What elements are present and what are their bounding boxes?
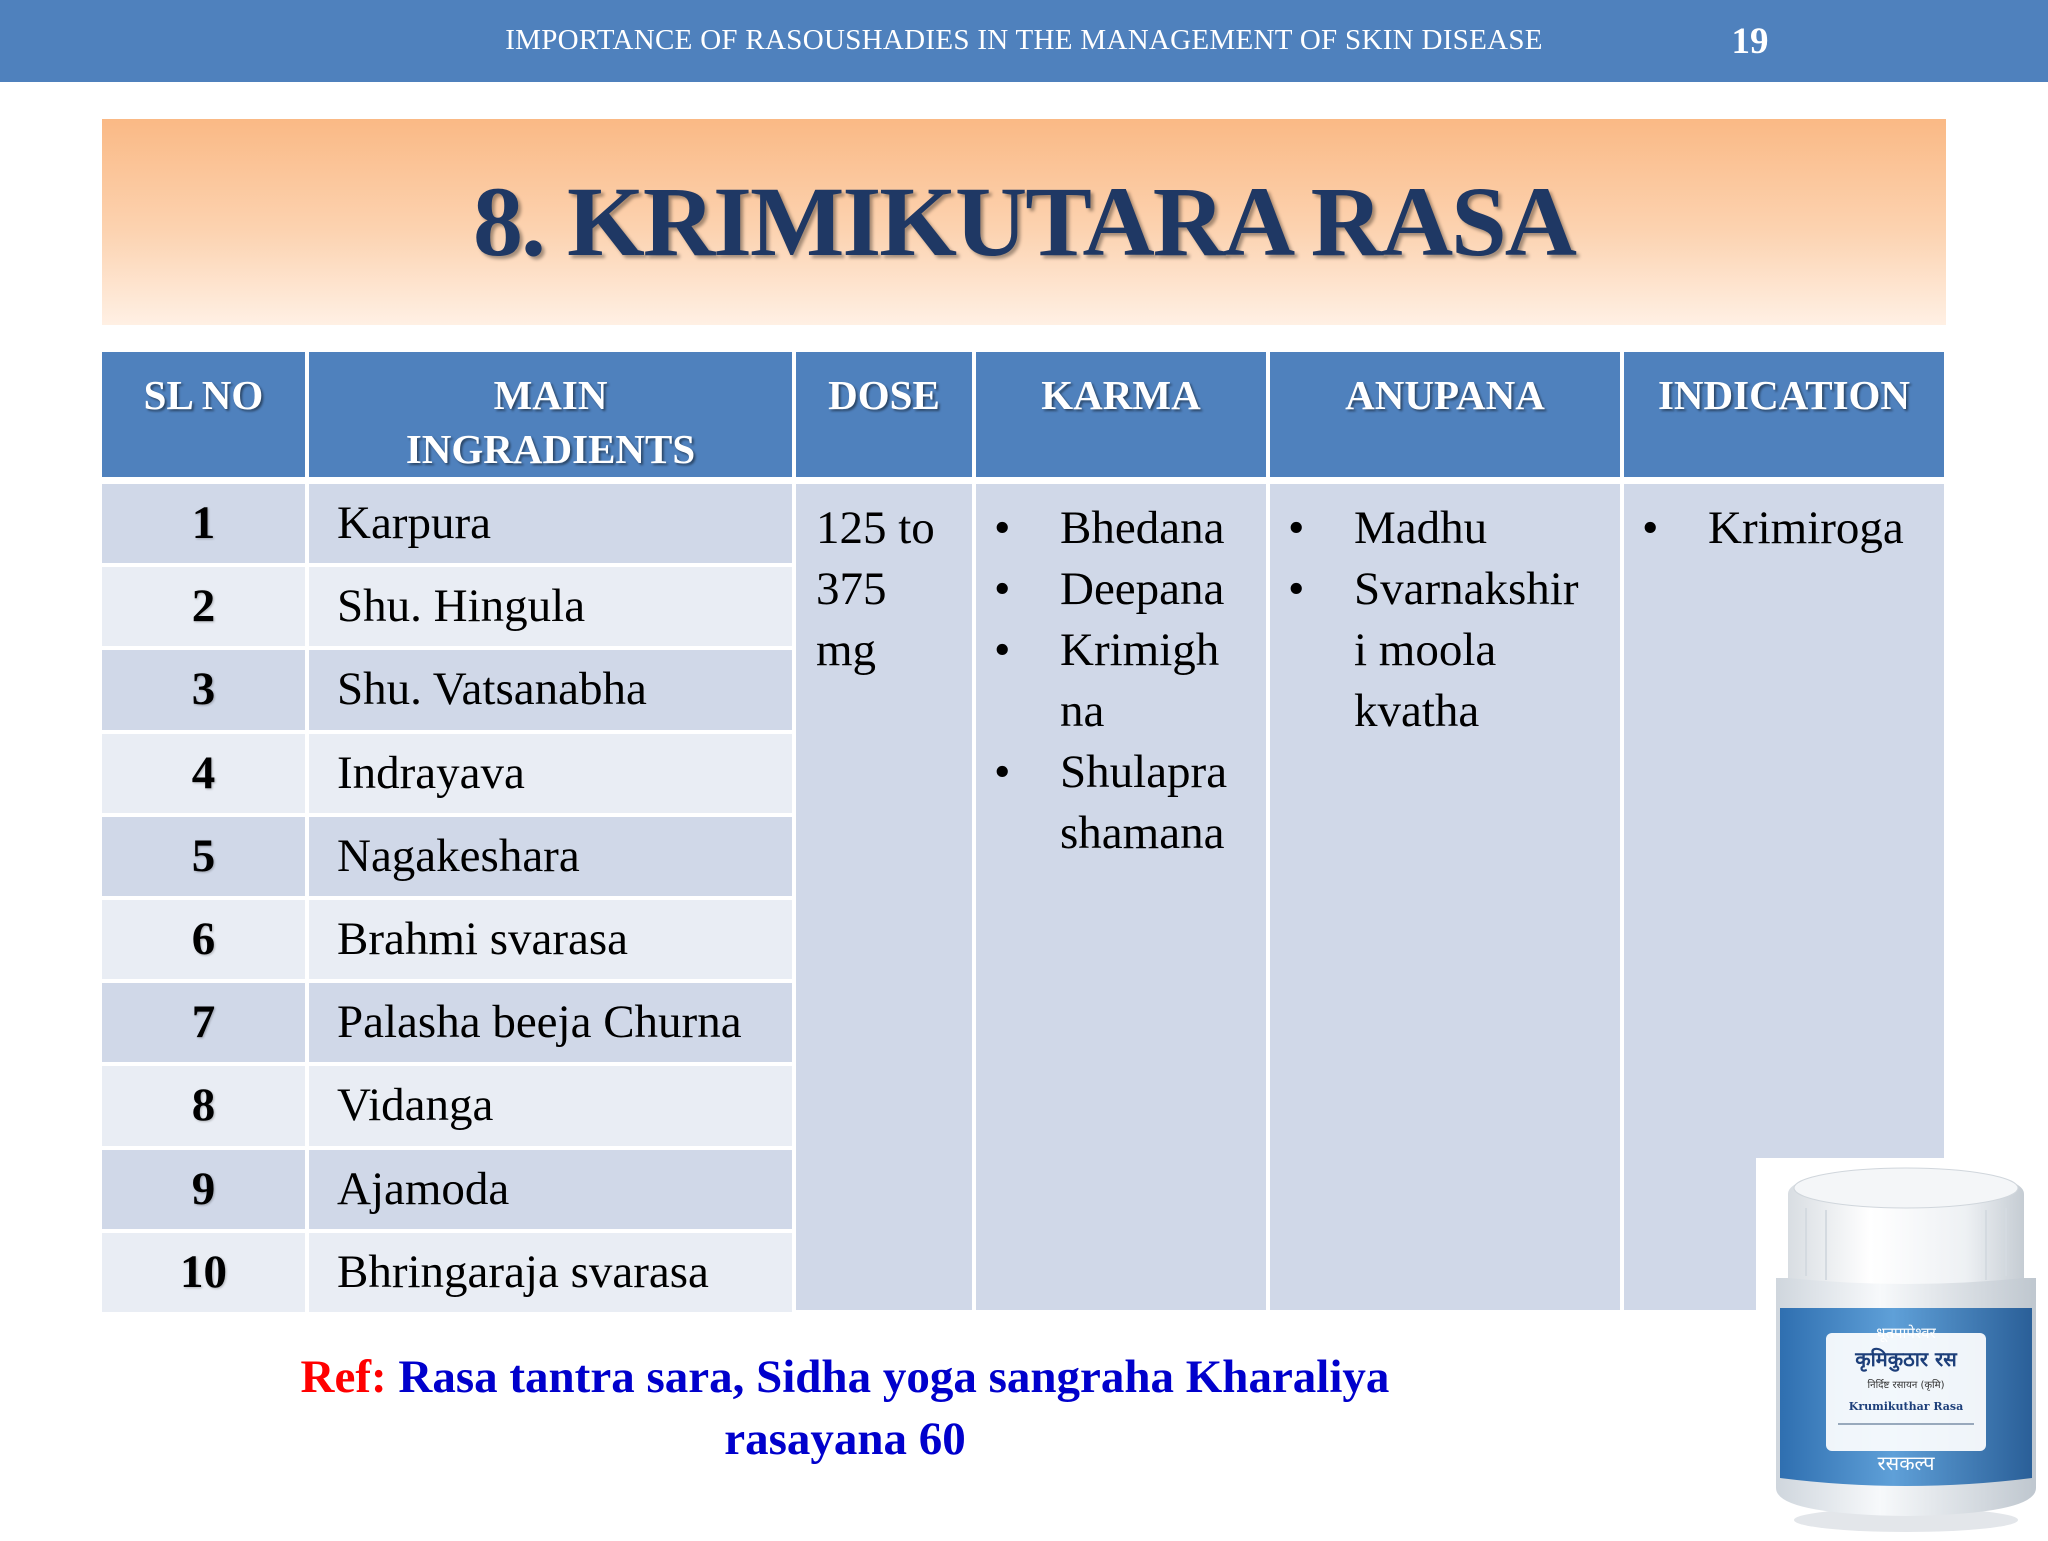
- reference-line-2: rasayana 60: [724, 1413, 966, 1465]
- slide-number: 19: [1731, 21, 1769, 62]
- col-header-indication-label: INDICATION: [1657, 372, 1911, 418]
- indication-item-line: • Krimiroga: [1708, 502, 1904, 554]
- ingredient-cell: Ajamoda: [309, 1150, 792, 1229]
- anupana-list: [1270, 498, 1620, 742]
- karma-item-line: • Deepana: [1060, 563, 1225, 615]
- karma-item-line: • Krimigh: [1060, 624, 1220, 676]
- ingredient-cell: Shu. Vatsanabha: [309, 650, 792, 729]
- product-jar-drawing: [1756, 1158, 2048, 1536]
- slide-title: 8. KRIMIKUTARA RASA: [473, 166, 1575, 277]
- sl-no-cell: 6: [102, 900, 305, 979]
- sl-no-cell: 4: [102, 734, 305, 813]
- sl-no-cell: 7: [102, 983, 305, 1062]
- karma-item: [976, 498, 1266, 559]
- col-header-karma: [976, 352, 1266, 477]
- ingredient-cell: Vidanga: [309, 1066, 792, 1145]
- col-header-indication: [1624, 352, 1944, 477]
- anupana-item-line: kvatha: [1354, 685, 1480, 737]
- anupana-item-line: i moola: [1354, 624, 1497, 676]
- col-header-ingredients-line2: INGRADIENTS: [405, 426, 696, 472]
- sl-no-cell: 3: [102, 650, 305, 729]
- reference-note: [200, 1346, 1490, 1470]
- dose-line: mg: [816, 624, 877, 676]
- sl-no-cell: 9: [102, 1150, 305, 1229]
- col-header-ingredients-line1: MAIN: [493, 372, 608, 418]
- jar-category-hindi: रसकल्प: [1877, 1451, 1935, 1475]
- product-jar-image: [1756, 1158, 2048, 1536]
- indication-item: [1624, 498, 1944, 559]
- dose-cell: [796, 484, 972, 1310]
- karma-item-line: • Bhedana: [1060, 502, 1225, 554]
- anupana-cell: [1270, 484, 1620, 1310]
- indication-list: [1624, 498, 1944, 559]
- jar-brand-text: धूतपापेश्वर: [1876, 1324, 1936, 1342]
- ingredient-cell: Karpura: [309, 484, 792, 563]
- dose-line: 125 to: [816, 502, 935, 554]
- col-header-dose: [796, 352, 972, 477]
- karma-item: [976, 742, 1266, 864]
- col-header-sl-no-label: SL NO: [143, 372, 264, 418]
- anupana-item: [1270, 559, 1620, 742]
- jar-subtitle-hindi: निर्दिष्ट रसायन (कृमि): [1867, 1380, 1945, 1391]
- ingredient-cell: Palasha beeja Churna: [309, 983, 792, 1062]
- ingredient-cell: Bhringaraja svarasa: [309, 1233, 792, 1312]
- col-header-karma-label: KARMA: [1041, 372, 1201, 418]
- anupana-item-line: • Svarnakshir: [1354, 563, 1579, 615]
- ingredient-cell: Nagakeshara: [309, 817, 792, 896]
- karma-cell: [976, 484, 1266, 1310]
- top-bar: [0, 0, 2048, 82]
- dose-line: 375: [816, 563, 887, 615]
- col-header-anupana-label: ANUPANA: [1345, 372, 1545, 418]
- karma-item-line: shamana: [1060, 807, 1225, 859]
- sl-no-cell: 5: [102, 817, 305, 896]
- karma-item: [976, 559, 1266, 620]
- jar-name-english: Krumikuthar Rasa: [1848, 1400, 1964, 1413]
- karma-item: [976, 620, 1266, 742]
- ingredient-cell: Shu. Hingula: [309, 567, 792, 646]
- jar-name-hindi: कृमिकुठार रस: [1855, 1347, 1957, 1371]
- anupana-item-line: • Madhu: [1354, 502, 1488, 554]
- sl-no-cell: 2: [102, 567, 305, 646]
- reference-line-1: Rasa tantra sara, Sidha yoga sangraha Kharaliya: [398, 1351, 1390, 1403]
- sl-no-cell: 8: [102, 1066, 305, 1145]
- col-header-ingredients: [309, 352, 792, 477]
- ingredient-cell: Indrayava: [309, 734, 792, 813]
- karma-item-line: na: [1060, 685, 1105, 737]
- col-header-anupana: [1270, 352, 1620, 477]
- sl-no-cell: 1: [102, 484, 305, 563]
- title-band: [102, 119, 1946, 325]
- col-header-dose-label: DOSE: [828, 372, 940, 418]
- sl-no-cell: 10: [102, 1233, 305, 1312]
- reference-label: Ref:: [300, 1351, 387, 1403]
- col-header-sl-no: [102, 352, 305, 477]
- presentation-subject: IMPORTANCE OF RASOUSHADIES IN THE MANAGEMENT OF SKIN DISEASE: [505, 24, 1543, 56]
- anupana-item: [1270, 498, 1620, 559]
- karma-list: [976, 498, 1266, 864]
- ingredient-cell: Brahmi svarasa: [309, 900, 792, 979]
- karma-item-line: • Shulapra: [1060, 746, 1228, 798]
